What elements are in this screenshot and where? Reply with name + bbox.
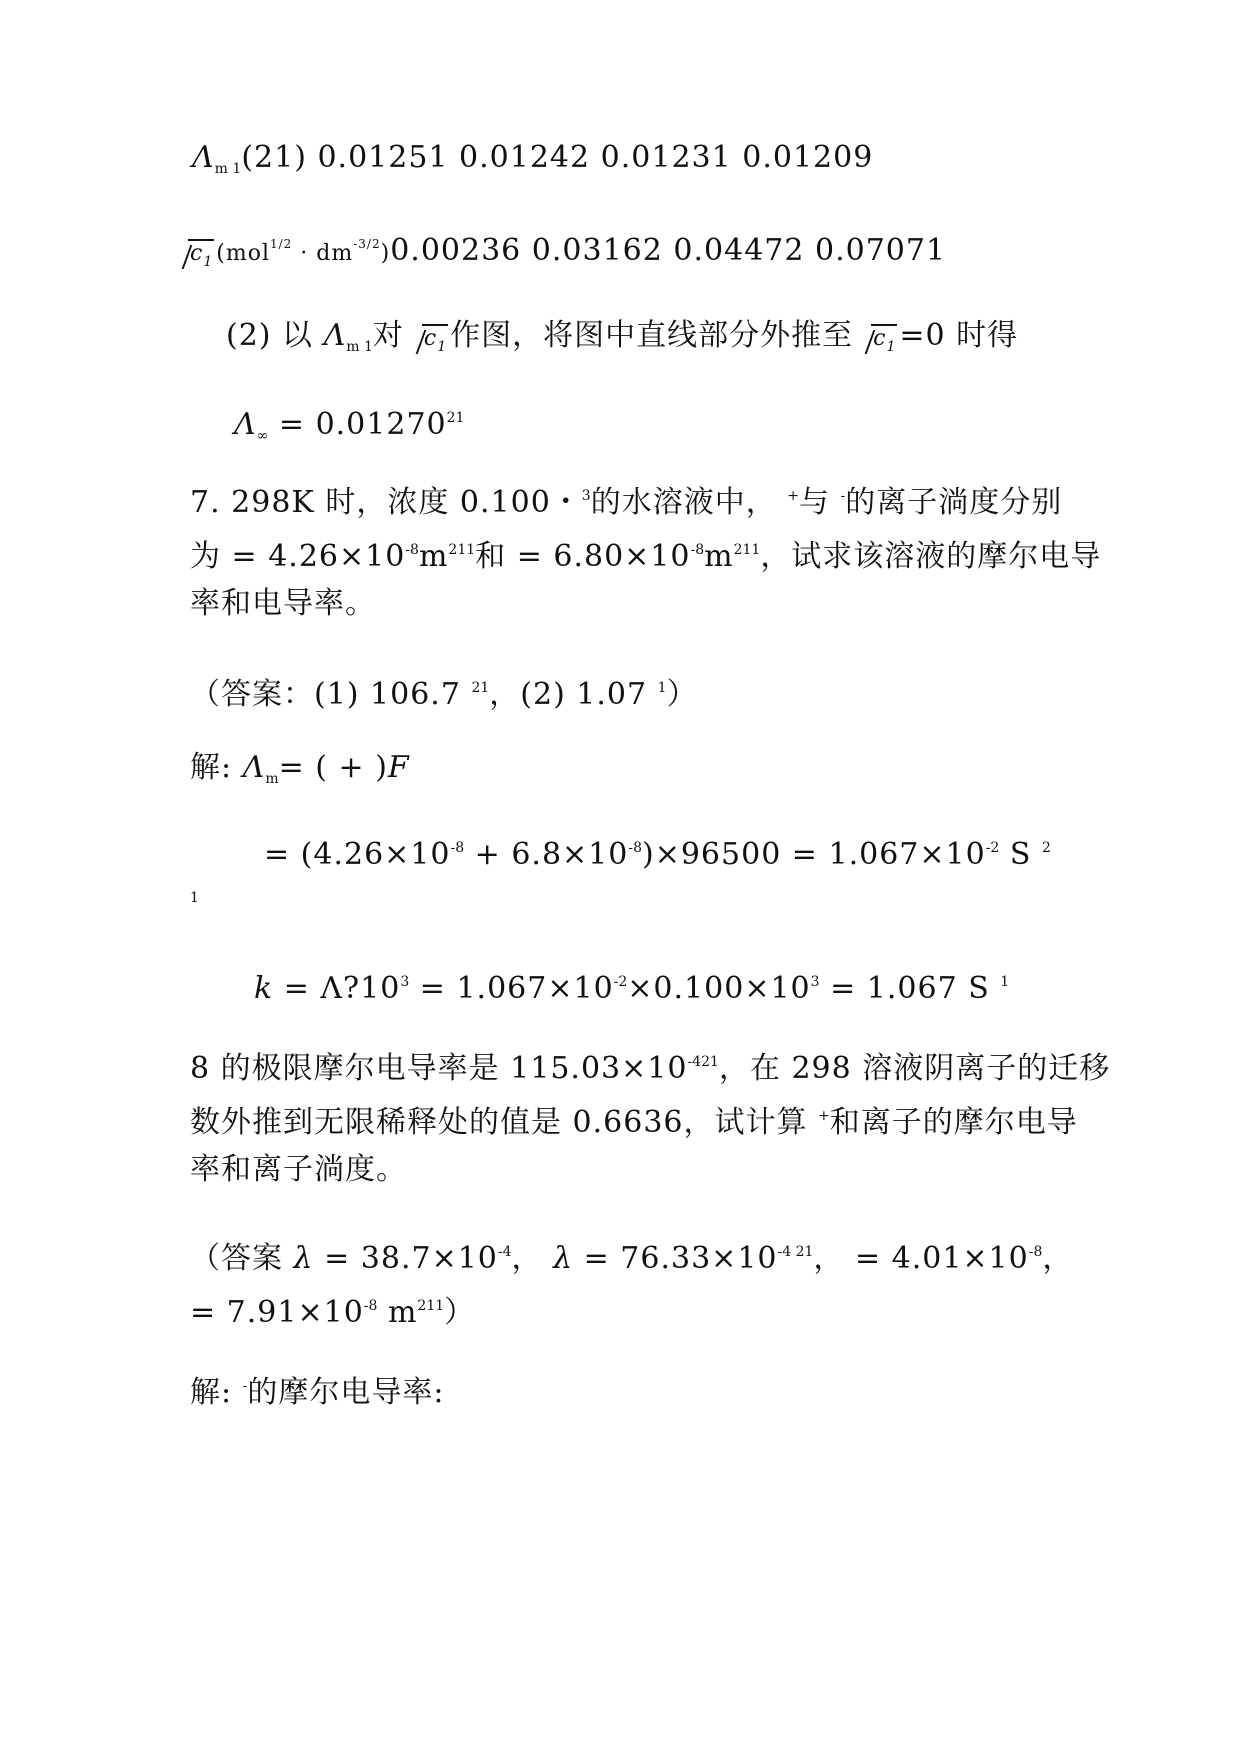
values: 0.00236 0.03162 0.04472 0.07071 — [390, 233, 947, 268]
solution-7-line-3: $k = \Lambda?10^3 = 1.067\times 10^{-2}\times 0.100\times 10^3 = 1.067$ S $^1$ — [254, 971, 1010, 1006]
subscript: m 1 — [214, 161, 242, 177]
problem-7-line-2: 为 = $4.26\times 10^{-8}m^{211}$和 = $6.80\times 10^{-8}m^{211}$，试求该溶液的摩尔电导 — [190, 539, 1102, 574]
problem-8-line-2: 数外推到无限稀释处的值是 0.6636，试计算 +和离子的摩尔电导 — [190, 1105, 1078, 1140]
answer-8-line-2: = $7.91\times 10^{-8}$ $m^{211}$） — [190, 1295, 476, 1330]
problem-7-line-1: 7. 298K 时，浓度 0.100・$^3$的水溶液中， +与 -的离子淌度分别 — [190, 485, 1063, 520]
table-row-molar-conductivity — [192, 138, 873, 189]
sqrt-symbol: $c_1$ — [853, 326, 897, 360]
lambda-symbol: Λ — [192, 140, 215, 175]
unit: $(mol^{1/2} \cdot dm^{-3/2})$ — [216, 237, 391, 266]
answer-8-line-1: （答案 $\lambda = 38.7\times 10^{-4}$， $\lambda = 76.33\times 10^{-4 21}$， = $4.01\times 10^{-8}$， — [190, 1241, 1074, 1276]
solution-7-line-2-wrap: 1 — [190, 890, 200, 906]
table-row-sqrt-concentration — [170, 224, 946, 275]
solution-7-line-1: 解: $\Lambda_m=$ ( + )F — [190, 750, 410, 787]
answer-7: （答案：(1) 106.7 $^{21}$，(2) 1.07 $^1$） — [190, 677, 698, 712]
sqrt-symbol: $c_1$ — [170, 241, 214, 275]
limiting-molar-conductivity-result: $\Lambda_\infty = 0.01270^{21}$ — [234, 407, 465, 444]
unit: (21) — [241, 140, 307, 175]
problem-8-line-1: 8 的极限摩尔电导率是 $115.03\times 10^{-421}$，在 298 溶液阴离子的迁移 — [190, 1051, 1111, 1086]
solution-8-line-1: 解: -的摩尔电导率: — [190, 1375, 445, 1410]
problem-8-line-3: 率和离子淌度。 — [190, 1152, 407, 1187]
values: 0.01251 0.01242 0.01231 0.01209 — [317, 140, 874, 175]
problem-7-line-3: 率和电导率。 — [190, 586, 376, 621]
lambda-symbol: Λ — [323, 318, 347, 353]
sqrt-symbol: $c_1$ — [404, 326, 448, 360]
step-2-text: (2) 以 $\Lambda_{m 1}$对 $c_1$ 作图，将图中直线部分外推至 $c_1 =0$ 时得 — [226, 316, 1018, 367]
solution-7-line-2: = $(4.26\times 10^{-8} + 6.8\times 10^{-8})\times 96500 = 1.067\times 10^{-2}$ S $^2$ — [264, 837, 1051, 872]
